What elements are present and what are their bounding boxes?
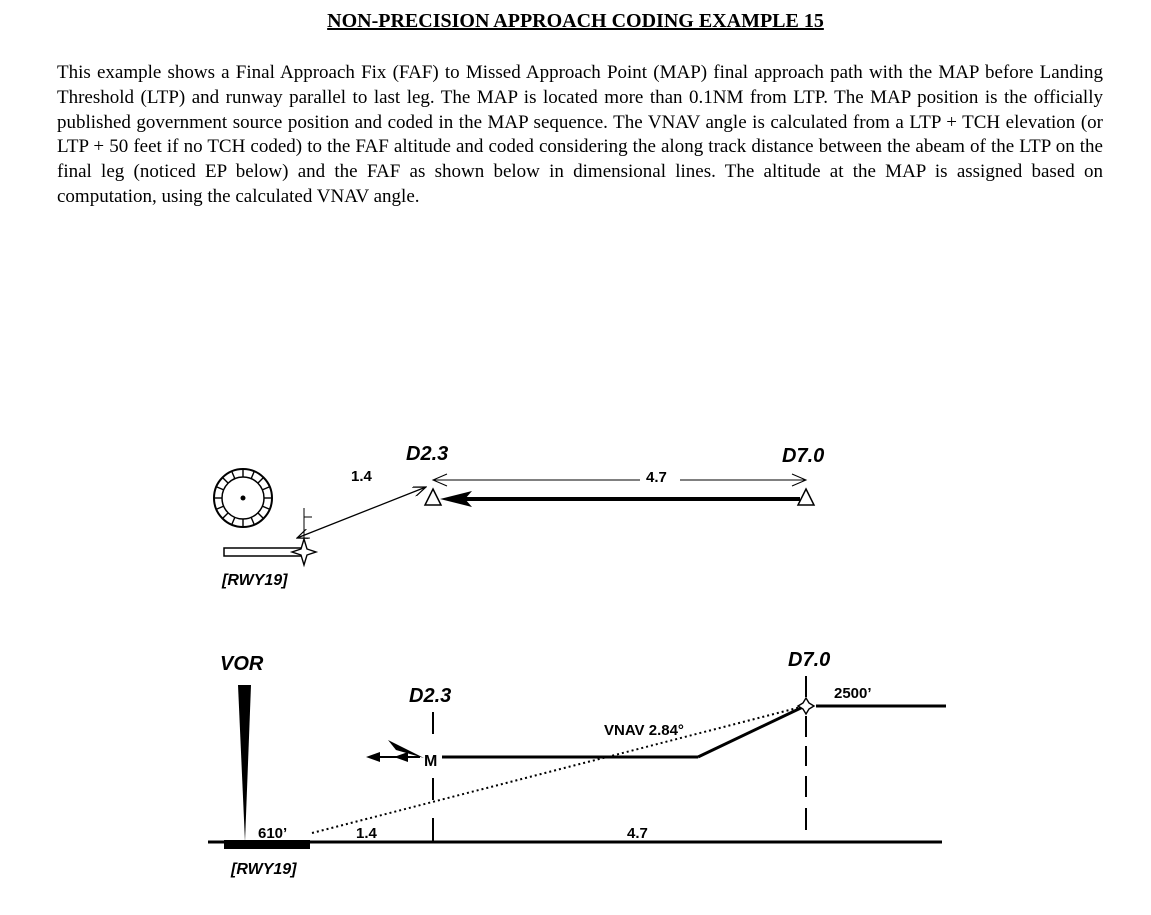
plan-map-fix-label: D2.3 (406, 443, 449, 465)
plan-dim-short-line (297, 487, 426, 538)
page-title: NON-PRECISION APPROACH CODING EXAMPLE 15 (327, 10, 824, 32)
vor-mast (238, 685, 251, 842)
plan-dist-short: 1.4 (351, 468, 372, 485)
vnav-angle-label: VNAV 2.84° (604, 722, 684, 739)
vor-icon (214, 469, 272, 527)
map-marker-letter: M (424, 753, 438, 770)
profile-runway-label: [RWY19] (231, 861, 297, 878)
profile-dist-long: 4.7 (627, 825, 648, 842)
vnav-path (312, 706, 805, 833)
description-paragraph: This example shows a Final Approach Fix (FAF) to Missed Approach Point (MAP) final approach path with the MAP before Landing Threshold (LTP) and runway parallel to last leg. The MAP is located more than 0.1NM from LTP. The MAP position is the officially published government source position and coded in the MAP sequence. The VNAV angle is calculated from a LTP + TCH elevation (or LTP + 50 feet if no TCH coded) to the FAF altitude and coded considering the along track distance between the abeam of the LTP on the final leg (noticed EP below) and the FAF as shown below in dimensional lines. The altitude at the MAP is assigned based on computation, using the calculated VNAV angle. (57, 62, 1103, 207)
ltp-star-icon (292, 539, 316, 565)
missed-approach-arrow-icon (366, 740, 424, 762)
faf-fix-triangle (798, 489, 814, 505)
vor-label: VOR (220, 653, 264, 675)
profile-map-label: D2.3 (409, 685, 452, 707)
plan-view (214, 443, 824, 589)
faf-cross-icon (798, 698, 814, 714)
plan-faf-fix-label: D7.0 (782, 445, 825, 467)
map-fix-triangle (425, 489, 441, 505)
faf-altitude: 2500’ (834, 685, 872, 702)
plan-runway-label: [RWY19] (222, 572, 288, 589)
profile-view (208, 649, 946, 878)
profile-dist-short: 1.4 (356, 825, 377, 842)
plan-dist-long: 4.7 (646, 469, 667, 486)
profile-faf-label: D7.0 (788, 649, 831, 671)
runway-elevation: 610’ (258, 825, 288, 842)
descent-segment (698, 706, 805, 757)
